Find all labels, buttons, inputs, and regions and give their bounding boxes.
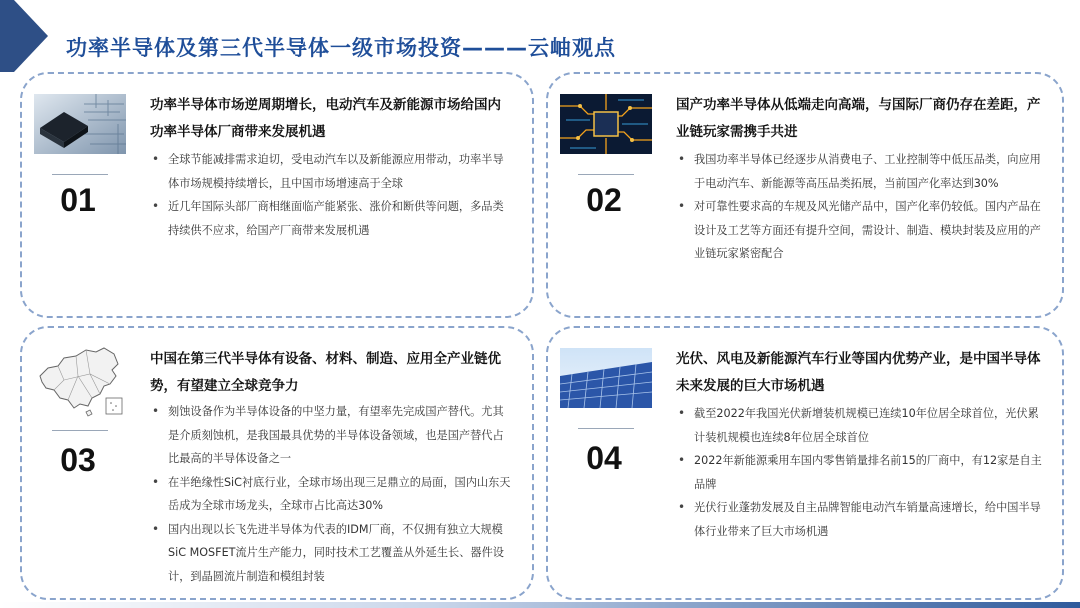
card-heading: 功率半导体市场逆周期增长，电动汽车及新能源市场给国内功率半导体厂商带来发展机遇 <box>150 97 501 140</box>
bullet-list <box>150 400 514 588</box>
bottom-accent-strip <box>0 602 1080 608</box>
bullet-item: • 在半绝缘性SiC衬底行业，全球市场出现三足鼎立的局面，国内山东天岳成为全球市场龙头，全球市占比高达30% <box>150 471 514 518</box>
number-divider <box>52 430 108 431</box>
bullet-item: • 全球节能减排需求迫切，受电动汽车以及新能源应用带动，功率半导体市场规模持续增长，且中国市场增速高于全球 <box>150 148 514 195</box>
card-number: 04 <box>586 440 622 476</box>
corner-arrow-icon <box>0 0 48 72</box>
card-heading: 中国在第三代半导体有设备、材料、制造、应用全产业链优势，有望建立全球竞争力 <box>150 351 501 394</box>
number-divider <box>578 428 634 429</box>
china-map-image <box>34 346 126 418</box>
card-02 <box>546 72 1064 318</box>
card-number: 01 <box>60 182 96 218</box>
card-number: 03 <box>60 442 96 478</box>
bullet-item: • 对可靠性要求高的车规及风光储产品中，国产化率仍较低。国内产品在设计及工艺等方面还有提升空间，需设计、制造、模块封装及应用的产业链玩家紧密配合 <box>676 195 1044 266</box>
bullet-item: • 刻蚀设备作为半导体设备的中坚力量，有望率先完成国产替代。尤其是介质刻蚀机，是我国最具优势的半导体设备领域，也是国产替代占比最高的半导体设备之一 <box>150 400 514 471</box>
page-title: 功率半导体及第三代半导体一级市场投资———云岫观点 <box>66 36 616 60</box>
bullet-list <box>676 148 1044 266</box>
card-heading: 国产功率半导体从低端走向高端，与国际厂商仍存在差距，产业链玩家需携手共进 <box>676 97 1041 140</box>
bullet-item: • 截至2022年我国光伏新增装机规模已连续10年位居全球首位，光伏累计装机规模也连续8年位居全球首位 <box>676 402 1044 449</box>
number-divider <box>578 174 634 175</box>
bullet-item: • 我国功率半导体已经逐步从消费电子、工业控制等中低压品类，向应用于电动汽车、新能源等高压品类拓展，当前国产化率达到30% <box>676 148 1044 195</box>
card-heading: 光伏、风电及新能源汽车行业等国内优势产业，是中国半导体未来发展的巨大市场机遇 <box>676 351 1041 394</box>
bullet-list <box>150 148 514 242</box>
bullet-item: • 2022年新能源乘用车国内零售销量排名前15的厂商中，有12家是自主品牌 <box>676 449 1044 496</box>
card-number: 02 <box>586 182 622 218</box>
bullet-list <box>676 402 1044 543</box>
number-divider <box>52 174 108 175</box>
card-01 <box>20 72 534 318</box>
card-04 <box>546 326 1064 600</box>
bullet-item: • 国内出现以长飞先进半导体为代表的IDM厂商，不仅拥有独立大规模SiC MOSFET流片生产能力，同时技术工艺覆盖从外延生长、器件设计，到晶圆流片制造和模组封装 <box>150 518 514 589</box>
card-03 <box>20 326 534 600</box>
chip-circuit-image <box>34 94 126 154</box>
bullet-item: • 光伏行业蓬勃发展及自主品牌智能电动汽车销量高速增长，给中国半导体行业带来了巨大市场机遇 <box>676 496 1044 543</box>
bullet-item: • 近几年国际头部厂商相继面临产能紧张、涨价和断供等问题，多品类持续供不应求，给国产厂商带来发展机遇 <box>150 195 514 242</box>
circuit-board-image <box>560 94 652 154</box>
solar-panel-image <box>560 348 652 408</box>
